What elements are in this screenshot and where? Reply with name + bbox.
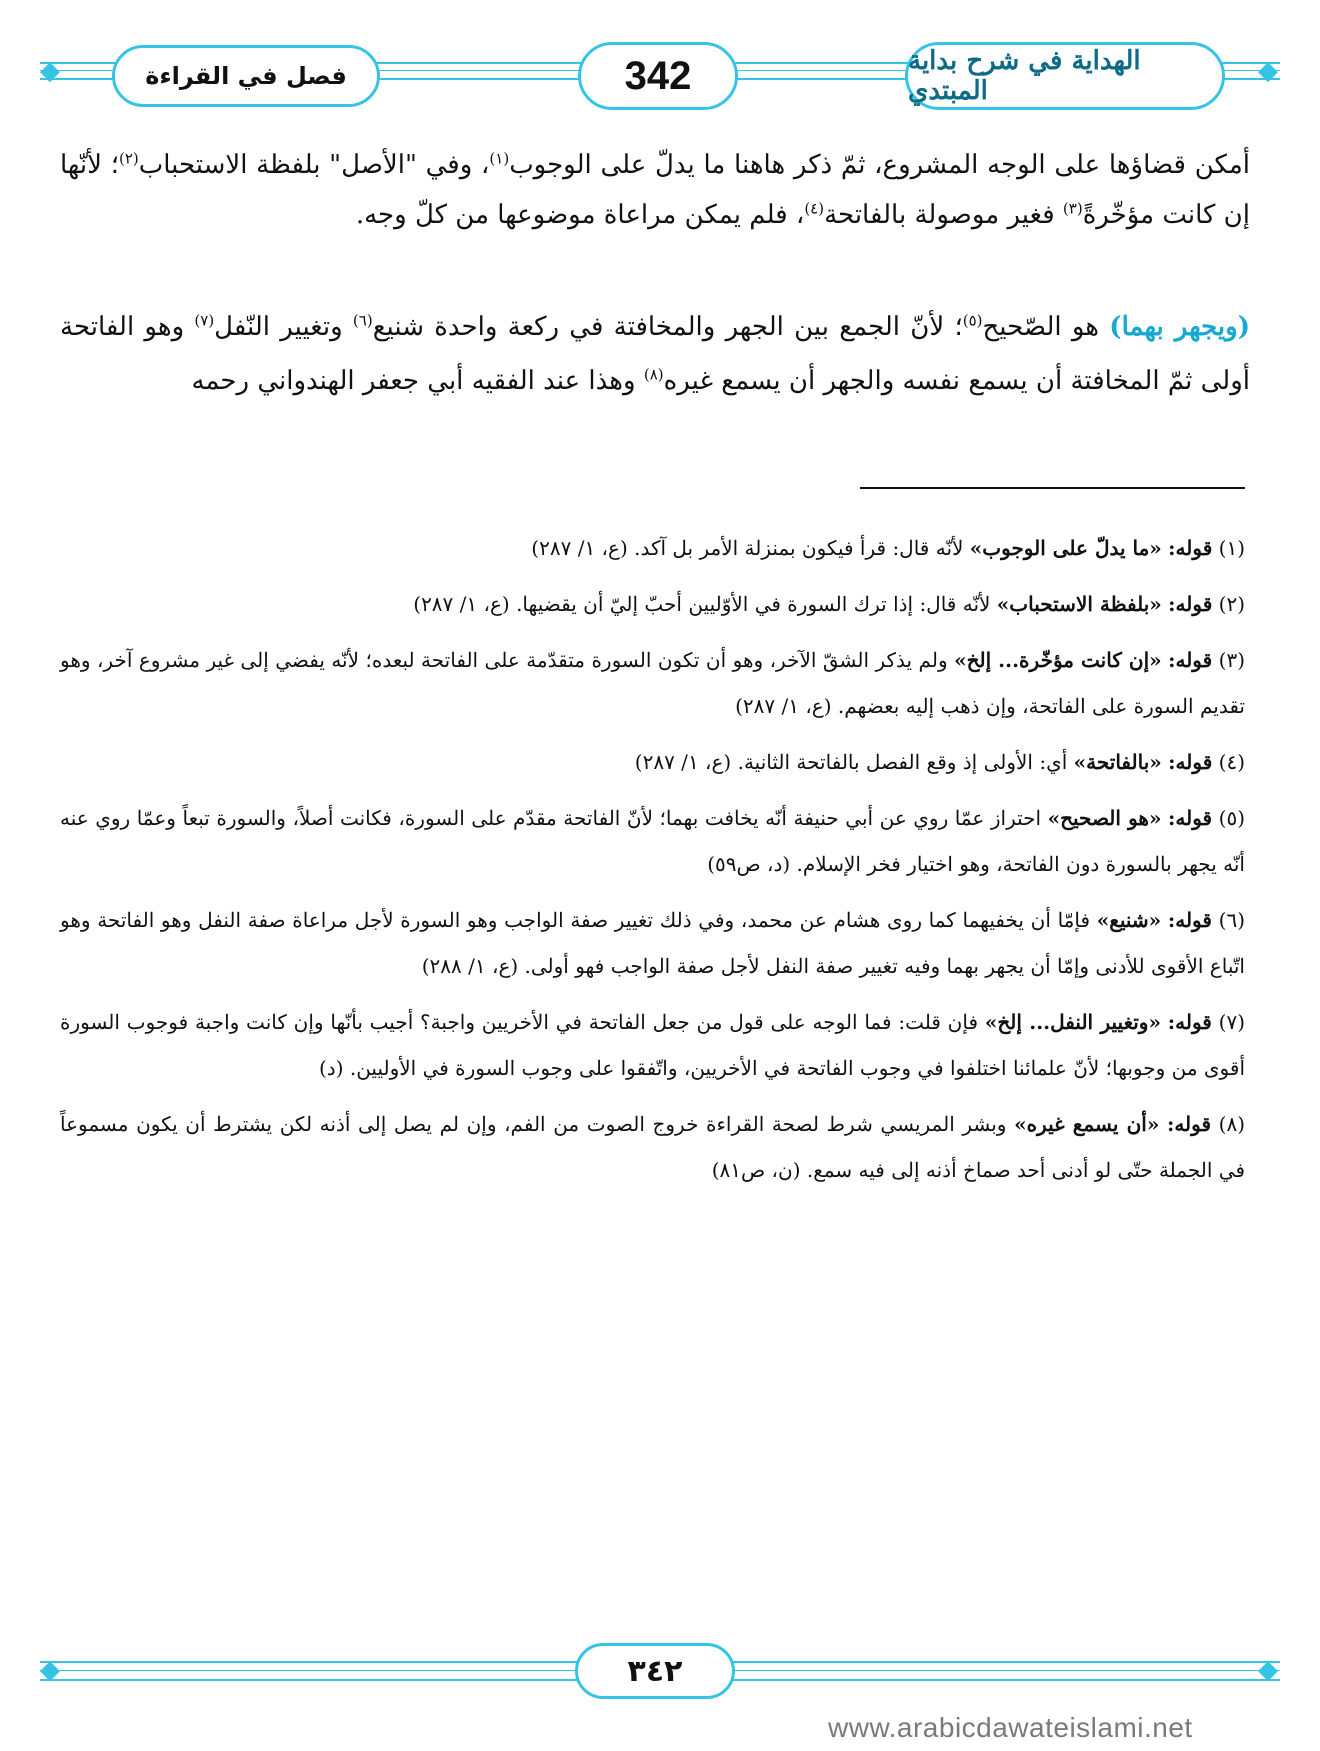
footer-page-number: ٣٤٢	[575, 1643, 735, 1699]
footnote-3: (٣) قوله: «إن كانت مؤخّرة... إلخ» ولم يذكر الشقّ الآخر، وهو أن تكون السورة متقدّمة على الفاتحة لبعده؛ لأنّه يفضي إلى غير مشروع آخر، وهو تقديم السورة على الفاتحة، وإن ذهب إليه بعضهم. (ع، ١/ ٢٨٧)	[60, 648, 1246, 718]
website-url[interactable]: www.arabicdawateislami.net	[828, 1712, 1193, 1743]
footnote-8: (٨) قوله: «أن يسمع غيره» وبشر المريسي شرط لصحة القراءة خروج الصوت من الفم، وإن لم يصل إلى أذنه لكن يشترط أن يكون مسموعاً في الجملة حتّى لو أدنى أحد صماخ أذنه إلى فيه سمع. (ن، ص٨١)	[60, 1112, 1246, 1182]
page-number: 342	[578, 42, 738, 110]
footnote-ref-8[interactable]: (٨)	[643, 365, 664, 384]
footnote-ref-6[interactable]: (٦)	[352, 311, 373, 330]
footnote-6: (٦) قوله: «شنيع» فإمّا أن يخفيهما كما روى هشام عن محمد، وفي ذلك تغيير صفة الواجب وهو السورة لأجل مراعاة صفة النفل وهو الفاتحة وهو اتّباع الأقوى للأدنى وإمّا أن يجهر بهما وفيه تغيير صفة النفل لأجل صفة الواجب فهو أولى. (ع، ١/ ٢٨٨)	[60, 908, 1245, 978]
footnote-7: (٧) قوله: «وتغيير النفل... إلخ» فإن قلت: فما الوجه على قول من جعل الفاتحة في الأخريين واجبة؟ أجيب بأنّها وإن كانت واجبة فوجوب السورة أقوى من وجوبها؛ لأنّ علمائنا اختلفوا في وجوب الفاتحة في الأخريين، واتّفقوا على وجوب السورة في الأوليين. (د)	[60, 1010, 1246, 1080]
footer-ornament-right-icon: ◆	[1258, 1655, 1278, 1685]
footer-ornament-left-icon: ◆	[40, 1655, 60, 1685]
para1-text-c: ؛ لأنّها إن كانت مؤخّرةً	[60, 150, 1250, 230]
footnote-separator	[860, 487, 1245, 489]
para1-text-d: فغير موصولة بالفاتحة	[824, 200, 1063, 230]
matn-highlight: (ويجهر بهما)	[1109, 312, 1250, 342]
footnote-ref-1[interactable]: (١)	[489, 149, 510, 168]
ornament-right-icon: ◆	[1258, 56, 1278, 86]
book-title: الهداية في شرح بداية المبتدي	[905, 42, 1225, 110]
page-header	[0, 0, 1320, 120]
para2-text-a: هو الصّحيح	[982, 312, 1110, 342]
footnote-ref-2[interactable]: (٢)	[118, 149, 139, 168]
footnotes	[60, 525, 1245, 1203]
para1-text-e: ، فلم يمكن مراعاة موضوعها من كلّ وجه.	[355, 200, 805, 230]
main-paragraph-2	[60, 300, 1250, 408]
ornament-left-icon: ◆	[40, 56, 60, 86]
footnote-4: (٤) قوله: «بالفاتحة» أي: الأولى إذ وقع الفصل بالفاتحة الثانية. (ع، ١/ ٢٨٧)	[634, 750, 1245, 774]
para1-text-b: ، وفي "الأصل" بلفظة الاستحباب	[138, 150, 490, 180]
footnote-ref-5[interactable]: (٥)	[962, 311, 983, 330]
para2-text-e: وهذا عند الفقيه أبي جعفر الهندواني رحمه	[191, 366, 644, 396]
para1-text: أمكن قضاؤها على الوجه المشروع، ثمّ ذكر هاهنا ما يدلّ على الوجوب	[509, 150, 1250, 180]
section-title: فصل في القراءة	[112, 45, 380, 107]
para2-text-d: وهو الفاتحة أولى ثمّ المخافتة أن يسمع نفسه والجهر أن يسمع غيره	[60, 312, 1250, 396]
para2-text-c: وتغيير النّفل	[214, 312, 353, 342]
footnote-ref-4[interactable]: (٤)	[804, 199, 825, 218]
main-paragraph-1	[60, 140, 1250, 240]
footnote-1: (١) قوله: «ما يدلّ على الوجوب» لأنّه قال: قرأ فيكون بمنزلة الأمر بل آكد. (ع، ١/ ٢٨٧)	[531, 536, 1245, 560]
footnote-ref-3[interactable]: (٣)	[1062, 199, 1083, 218]
footnote-ref-7[interactable]: (٧)	[194, 311, 215, 330]
footnote-5: (٥) قوله: «هو الصحيح» احتراز عمّا روي عن أبي حنيفة أنّه يخافت بهما؛ لأنّ الفاتحة مقدّم على السورة، فكانت أصلاً، والسورة تبعاً وعمّا روي عنه أنّه يجهر بالسورة دون الفاتحة، وهو اختيار فخر الإسلام. (د، ص٥٩)	[60, 806, 1245, 876]
footnote-2: (٢) قوله: «بلفظة الاستحباب» لأنّه قال: إذا ترك السورة في الأوّليين أحبّ إليّ أن يقضيها. (ع، ١/ ٢٨٧)	[413, 592, 1245, 616]
para2-text-b: ؛ لأنّ الجمع بين الجهر والمخافتة في ركعة واحدة شنيع	[372, 312, 963, 342]
